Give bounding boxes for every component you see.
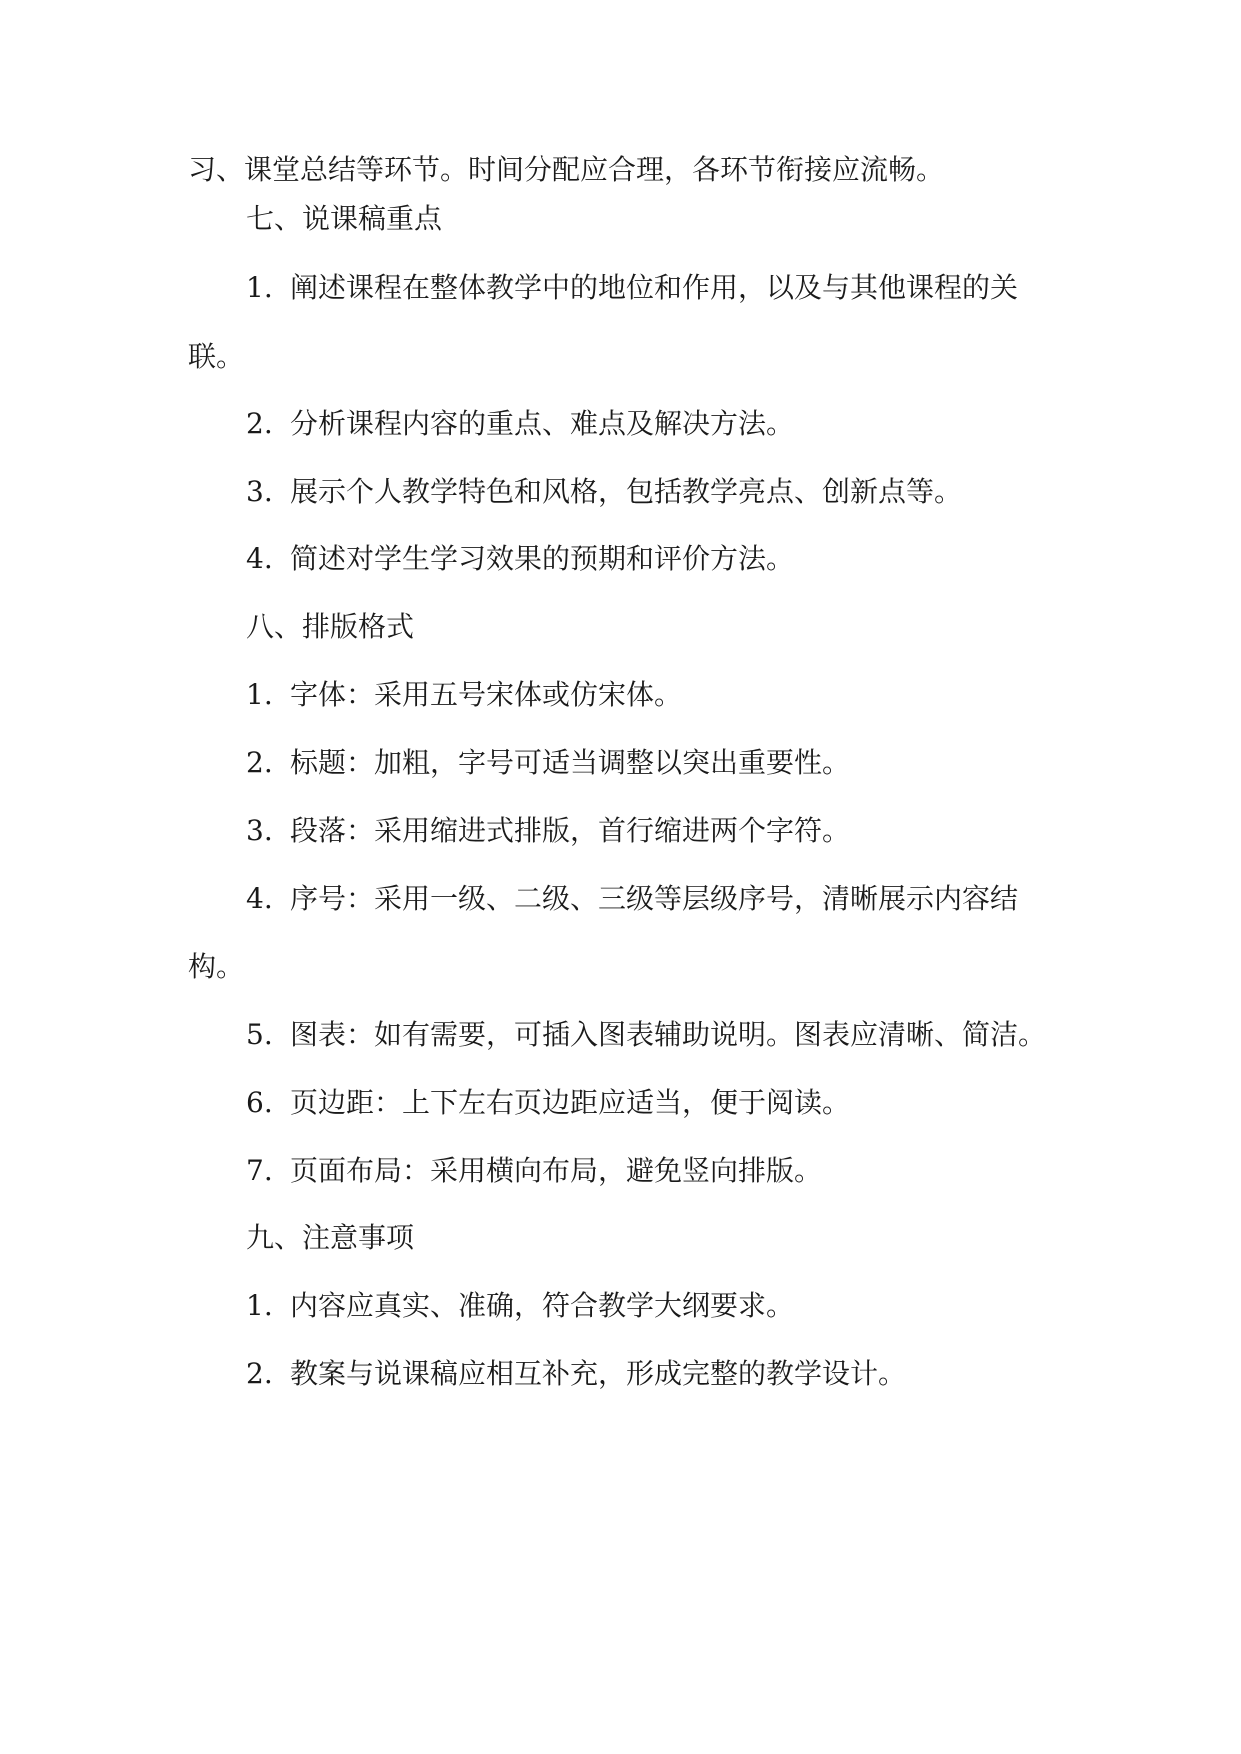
list-text: 教案与说课稿应相互补充，形成完整的教学设计。: [290, 1357, 907, 1390]
list-number: 2.: [246, 407, 273, 440]
list-number: 4.: [246, 882, 273, 915]
list-text: 展示个人教学特色和风格，包括教学亮点、创新点等。: [290, 475, 963, 508]
paragraph-text: 习、课堂总结等环节。时间分配应合理，各环节衔接应流畅。: [188, 153, 945, 186]
list-number: 4.: [246, 542, 273, 575]
list-item: [246, 677, 682, 713]
list-text: 构。: [188, 950, 245, 983]
list-text: 段落：采用缩进式排版，首行缩进两个字符。: [290, 814, 851, 847]
list-item: [246, 813, 850, 849]
list-item: [246, 1153, 822, 1189]
section-heading-text: 九、注意事项: [246, 1221, 415, 1254]
list-number: 1.: [246, 1289, 273, 1322]
list-item: [246, 745, 850, 781]
list-text: 字体：采用五号宋体或仿宋体。: [290, 678, 683, 711]
list-number: 1.: [246, 678, 273, 711]
list-item: [246, 1356, 906, 1392]
list-text: 阐述课程在整体教学中的地位和作用，以及与其他课程的关: [290, 271, 1019, 304]
list-text: 页面布局：采用横向布局，避免竖向排版。: [290, 1154, 823, 1187]
list-text: 内容应真实、准确，符合教学大纲要求。: [290, 1289, 795, 1322]
list-text: 序号：采用一级、二级、三级等层级序号，清晰展示内容结: [290, 882, 1019, 915]
section-heading-9: [246, 1220, 414, 1256]
section-heading-8: [246, 609, 414, 645]
list-item: [246, 270, 1018, 306]
list-item: [246, 1017, 1046, 1053]
list-number: 3.: [246, 814, 273, 847]
list-item: [246, 406, 794, 442]
list-text: 简述对学生学习效果的预期和评价方法。: [290, 542, 795, 575]
paragraph-continuation: [188, 152, 944, 188]
section-heading-text: 八、排版格式: [246, 610, 415, 643]
list-number: 3.: [246, 475, 273, 508]
list-text: 联。: [188, 340, 245, 373]
list-text: 标题：加粗，字号可适当调整以突出重要性。: [290, 746, 851, 779]
list-item: [246, 881, 1018, 917]
list-number: 2.: [246, 1357, 273, 1390]
list-text: 图表：如有需要，可插入图表辅助说明。图表应清晰、简洁。: [290, 1018, 1047, 1051]
list-number: 6.: [246, 1086, 273, 1119]
list-number: 2.: [246, 746, 273, 779]
list-number: 5.: [246, 1018, 273, 1051]
list-text: 页边距：上下左右页边距应适当，便于阅读。: [290, 1086, 851, 1119]
list-item: [246, 541, 794, 577]
list-item: [246, 1085, 850, 1121]
list-number: 1.: [246, 271, 273, 304]
section-heading-7: [246, 201, 442, 237]
list-text: 分析课程内容的重点、难点及解决方法。: [290, 407, 795, 440]
list-item: [246, 1288, 794, 1324]
section-heading-text: 七、说课稿重点: [246, 202, 443, 235]
list-item-continuation: [188, 949, 244, 985]
list-item: [246, 474, 962, 510]
list-number: 7.: [246, 1154, 273, 1187]
list-item-continuation: [188, 339, 244, 375]
